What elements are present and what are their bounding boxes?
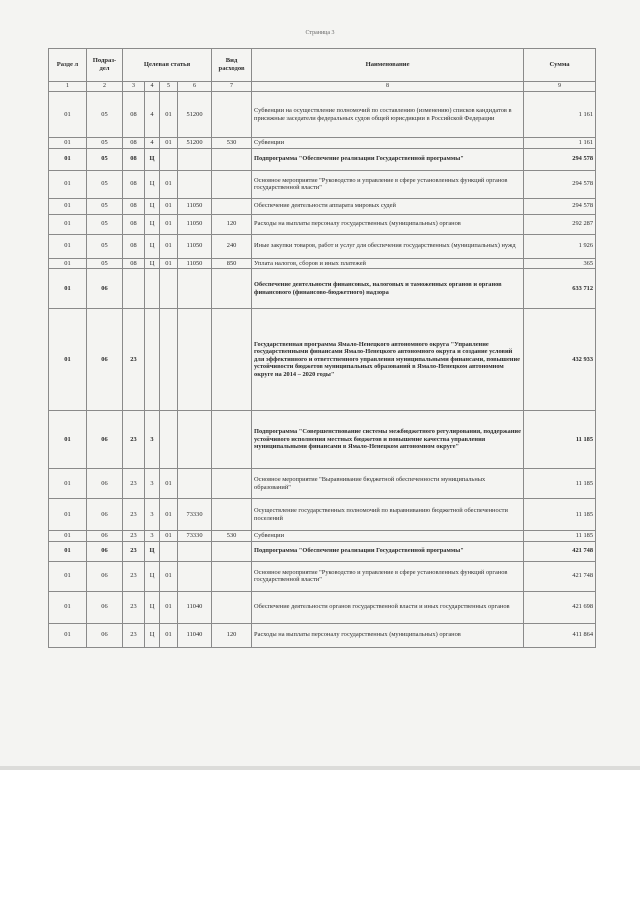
cell-sum: 411 864 xyxy=(524,623,596,647)
col-number: 8 xyxy=(252,82,524,92)
cell-expense-type: 120 xyxy=(212,214,252,234)
cell-target-program xyxy=(123,269,145,309)
cell-name: Субвенции xyxy=(252,138,524,149)
cell-target-event: 01 xyxy=(160,170,178,198)
cell-target-direction xyxy=(178,170,212,198)
cell-target-subprogram: Ц xyxy=(145,198,160,214)
cell-target-event xyxy=(160,541,178,561)
cell-sum: 11 185 xyxy=(524,469,596,499)
cell-name: Субвенции xyxy=(252,531,524,542)
table-row xyxy=(49,623,596,647)
cell-podrazdel: 05 xyxy=(87,258,123,269)
cell-podrazdel: 06 xyxy=(87,531,123,542)
cell-target-subprogram xyxy=(145,269,160,309)
cell-name: Подпрограмма "Обеспечение реализации Государственной программы" xyxy=(252,148,524,170)
cell-podrazdel: 06 xyxy=(87,469,123,499)
cell-sum: 11 185 xyxy=(524,531,596,542)
header-razdel: Разде л xyxy=(49,49,87,82)
col-number: 1 xyxy=(49,82,87,92)
cell-expense-type xyxy=(212,591,252,623)
cell-podrazdel: 06 xyxy=(87,541,123,561)
cell-target-subprogram: 3 xyxy=(145,531,160,542)
cell-target-subprogram: Ц xyxy=(145,148,160,170)
cell-target-program: 23 xyxy=(123,411,145,469)
cell-razdel: 01 xyxy=(49,234,87,258)
cell-podrazdel: 05 xyxy=(87,214,123,234)
cell-expense-type xyxy=(212,541,252,561)
table-row xyxy=(49,170,596,198)
cell-razdel: 01 xyxy=(49,170,87,198)
cell-target-subprogram: Ц xyxy=(145,561,160,591)
cell-expense-type xyxy=(212,92,252,138)
cell-podrazdel: 05 xyxy=(87,234,123,258)
cell-expense-type: 120 xyxy=(212,623,252,647)
col-number: 6 xyxy=(178,82,212,92)
cell-podrazdel: 05 xyxy=(87,148,123,170)
cell-name: Основное мероприятие "Выравнивание бюджетной обеспеченности муниципальных образований" xyxy=(252,469,524,499)
header-row xyxy=(49,49,596,82)
cell-sum: 421 748 xyxy=(524,541,596,561)
cell-target-program: 08 xyxy=(123,258,145,269)
cell-razdel: 01 xyxy=(49,138,87,149)
cell-target-subprogram: 3 xyxy=(145,411,160,469)
cell-target-direction xyxy=(178,309,212,411)
table-row xyxy=(49,411,596,469)
table-row xyxy=(49,148,596,170)
cell-razdel: 01 xyxy=(49,92,87,138)
cell-target-direction xyxy=(178,469,212,499)
cell-target-direction: 11040 xyxy=(178,591,212,623)
cell-name: Осуществление государственных полномочий по выравниванию бюджетной обеспеченности поселений xyxy=(252,499,524,531)
cell-target-subprogram: 3 xyxy=(145,499,160,531)
cell-razdel: 01 xyxy=(49,309,87,411)
cell-razdel: 01 xyxy=(49,531,87,542)
cell-target-subprogram xyxy=(145,309,160,411)
cell-podrazdel: 06 xyxy=(87,411,123,469)
cell-target-event xyxy=(160,309,178,411)
cell-expense-type: 850 xyxy=(212,258,252,269)
cell-target-direction: 11050 xyxy=(178,214,212,234)
col-number: 9 xyxy=(524,82,596,92)
cell-name: Государственная программа Ямало-Ненецкого автономного округа "Управление государственными финансами Ямало-Ненецкого автономного округа и создание условий для эффективного и ответственного управления муниципальными финансами, повышение устойчивости бюджетов муниципальных образований в Ямало-Ненецком автономном округе на 2014 – 2020 годы" xyxy=(252,309,524,411)
cell-target-direction: 73330 xyxy=(178,531,212,542)
cell-target-direction: 11040 xyxy=(178,623,212,647)
cell-podrazdel: 06 xyxy=(87,591,123,623)
cell-target-program: 08 xyxy=(123,170,145,198)
cell-razdel: 01 xyxy=(49,269,87,309)
cell-target-subprogram: 4 xyxy=(145,92,160,138)
cell-name: Подпрограмма "Совершенствование системы межбюджетного регулирования, поддержание устойчивого исполнения местных бюджетов и повышение качества управления муниципальными финансами в Ямало-Ненецком автономном округе" xyxy=(252,411,524,469)
cell-name: Уплата налогов, сборов и иных платежей xyxy=(252,258,524,269)
col-number: 3 xyxy=(123,82,145,92)
table-row xyxy=(49,531,596,542)
cell-podrazdel: 06 xyxy=(87,499,123,531)
cell-expense-type xyxy=(212,411,252,469)
cell-target-event: 01 xyxy=(160,499,178,531)
cell-sum: 292 287 xyxy=(524,214,596,234)
cell-expense-type xyxy=(212,148,252,170)
cell-expense-type: 530 xyxy=(212,531,252,542)
cell-target-subprogram: Ц xyxy=(145,234,160,258)
cell-sum: 294 578 xyxy=(524,170,596,198)
cell-target-subprogram: Ц xyxy=(145,214,160,234)
column-number-row xyxy=(49,82,596,92)
cell-expense-type xyxy=(212,198,252,214)
table-row xyxy=(49,214,596,234)
cell-target-direction xyxy=(178,561,212,591)
cell-target-direction: 73330 xyxy=(178,499,212,531)
cell-target-program: 23 xyxy=(123,309,145,411)
cell-name: Расходы на выплаты персоналу государственных (муниципальных) органов xyxy=(252,623,524,647)
cell-target-direction xyxy=(178,541,212,561)
cell-razdel: 01 xyxy=(49,411,87,469)
cell-sum: 421 748 xyxy=(524,561,596,591)
cell-expense-type xyxy=(212,269,252,309)
cell-name: Расходы на выплаты персоналу государственных (муниципальных) органов xyxy=(252,214,524,234)
cell-target-program: 23 xyxy=(123,531,145,542)
cell-target-subprogram: 4 xyxy=(145,138,160,149)
cell-podrazdel: 06 xyxy=(87,561,123,591)
table-row xyxy=(49,541,596,561)
cell-name: Обеспечение деятельности органов государственной власти и иных государственных органов xyxy=(252,591,524,623)
cell-podrazdel: 05 xyxy=(87,92,123,138)
page-edge xyxy=(0,766,640,770)
cell-sum: 1 926 xyxy=(524,234,596,258)
cell-target-subprogram: 3 xyxy=(145,469,160,499)
cell-target-event: 01 xyxy=(160,561,178,591)
cell-podrazdel: 05 xyxy=(87,170,123,198)
cell-podrazdel: 05 xyxy=(87,198,123,214)
cell-target-event: 01 xyxy=(160,214,178,234)
header-sum: Сумма xyxy=(524,49,596,82)
cell-name: Субвенции на осуществление полномочий по составлению (изменению) списков кандидатов в присяжные заседатели федеральных судов общей юрисдикции в Российской Федерации xyxy=(252,92,524,138)
table-row xyxy=(49,469,596,499)
cell-name: Основное мероприятие "Руководство и управление в сфере установленных функций органов государственной власти" xyxy=(252,561,524,591)
cell-target-event: 01 xyxy=(160,531,178,542)
cell-razdel: 01 xyxy=(49,198,87,214)
cell-name: Основное мероприятие "Руководство и управление в сфере установленных функций органов государственной власти" xyxy=(252,170,524,198)
cell-target-event xyxy=(160,411,178,469)
budget-table xyxy=(48,48,596,648)
cell-podrazdel: 06 xyxy=(87,309,123,411)
table-row xyxy=(49,499,596,531)
cell-podrazdel: 06 xyxy=(87,269,123,309)
table-row xyxy=(49,198,596,214)
page-number-label: Страница 3 xyxy=(305,30,335,36)
cell-expense-type xyxy=(212,170,252,198)
cell-razdel: 01 xyxy=(49,214,87,234)
cell-target-direction: 11050 xyxy=(178,258,212,269)
cell-target-program: 08 xyxy=(123,234,145,258)
cell-target-program: 08 xyxy=(123,138,145,149)
table-row xyxy=(49,269,596,309)
cell-target-program: 23 xyxy=(123,561,145,591)
table-row xyxy=(49,561,596,591)
cell-expense-type xyxy=(212,561,252,591)
cell-target-direction: 51200 xyxy=(178,138,212,149)
cell-target-direction: 51200 xyxy=(178,92,212,138)
cell-target-program: 23 xyxy=(123,623,145,647)
cell-razdel: 01 xyxy=(49,148,87,170)
cell-razdel: 01 xyxy=(49,541,87,561)
col-number: 4 xyxy=(145,82,160,92)
cell-razdel: 01 xyxy=(49,469,87,499)
cell-target-direction: 11050 xyxy=(178,198,212,214)
cell-target-direction xyxy=(178,411,212,469)
cell-target-subprogram: Ц xyxy=(145,170,160,198)
cell-target-direction xyxy=(178,269,212,309)
cell-target-program: 23 xyxy=(123,469,145,499)
cell-target-subprogram: Ц xyxy=(145,623,160,647)
cell-sum: 11 185 xyxy=(524,499,596,531)
table-row xyxy=(49,309,596,411)
cell-target-direction: 11050 xyxy=(178,234,212,258)
cell-target-program: 08 xyxy=(123,214,145,234)
cell-target-program: 23 xyxy=(123,499,145,531)
cell-target-event: 01 xyxy=(160,234,178,258)
cell-target-event: 01 xyxy=(160,138,178,149)
col-number: 5 xyxy=(160,82,178,92)
cell-name: Обеспечение деятельности финансовых, налоговых и таможенных органов и органов финансового (финансово-бюджетного) надзора xyxy=(252,269,524,309)
cell-sum: 633 712 xyxy=(524,269,596,309)
cell-sum: 294 578 xyxy=(524,148,596,170)
header-expense-type: Вид расходов xyxy=(212,49,252,82)
cell-expense-type xyxy=(212,499,252,531)
cell-target-event: 01 xyxy=(160,623,178,647)
cell-name: Обеспечение деятельности аппарата мировых судей xyxy=(252,198,524,214)
cell-podrazdel: 05 xyxy=(87,138,123,149)
table-row xyxy=(49,92,596,138)
cell-expense-type: 530 xyxy=(212,138,252,149)
cell-target-direction xyxy=(178,148,212,170)
table-row xyxy=(49,138,596,149)
cell-target-program: 08 xyxy=(123,92,145,138)
table-row xyxy=(49,234,596,258)
cell-podrazdel: 06 xyxy=(87,623,123,647)
col-number: 2 xyxy=(87,82,123,92)
cell-razdel: 01 xyxy=(49,258,87,269)
cell-sum: 294 578 xyxy=(524,198,596,214)
cell-razdel: 01 xyxy=(49,561,87,591)
cell-target-event: 01 xyxy=(160,469,178,499)
header-target-article: Целевая статья xyxy=(123,49,212,82)
cell-expense-type xyxy=(212,309,252,411)
cell-target-program: 23 xyxy=(123,591,145,623)
cell-target-event: 01 xyxy=(160,591,178,623)
cell-target-event: 01 xyxy=(160,92,178,138)
cell-target-event xyxy=(160,269,178,309)
table-row xyxy=(49,258,596,269)
table-row xyxy=(49,591,596,623)
cell-expense-type: 240 xyxy=(212,234,252,258)
cell-target-program: 08 xyxy=(123,198,145,214)
cell-target-program: 08 xyxy=(123,148,145,170)
cell-target-subprogram: Ц xyxy=(145,541,160,561)
cell-razdel: 01 xyxy=(49,623,87,647)
cell-sum: 365 xyxy=(524,258,596,269)
cell-name: Иные закупки товаров, работ и услуг для обеспечения государственных (муниципальных) нужд xyxy=(252,234,524,258)
cell-name: Подпрограмма "Обеспечение реализации Государственной программы" xyxy=(252,541,524,561)
cell-target-event: 01 xyxy=(160,258,178,269)
col-number: 7 xyxy=(212,82,252,92)
cell-razdel: 01 xyxy=(49,591,87,623)
cell-sum: 1 161 xyxy=(524,92,596,138)
cell-expense-type xyxy=(212,469,252,499)
cell-sum: 432 933 xyxy=(524,309,596,411)
cell-target-subprogram: Ц xyxy=(145,591,160,623)
cell-sum: 11 185 xyxy=(524,411,596,469)
cell-target-event xyxy=(160,148,178,170)
cell-target-program: 23 xyxy=(123,541,145,561)
cell-sum: 1 161 xyxy=(524,138,596,149)
table-body xyxy=(49,82,596,648)
cell-target-subprogram: Ц xyxy=(145,258,160,269)
cell-razdel: 01 xyxy=(49,499,87,531)
cell-sum: 421 698 xyxy=(524,591,596,623)
cell-target-event: 01 xyxy=(160,198,178,214)
header-name: Наименование xyxy=(252,49,524,82)
header-podrazdel: Подраз- дел xyxy=(87,49,123,82)
